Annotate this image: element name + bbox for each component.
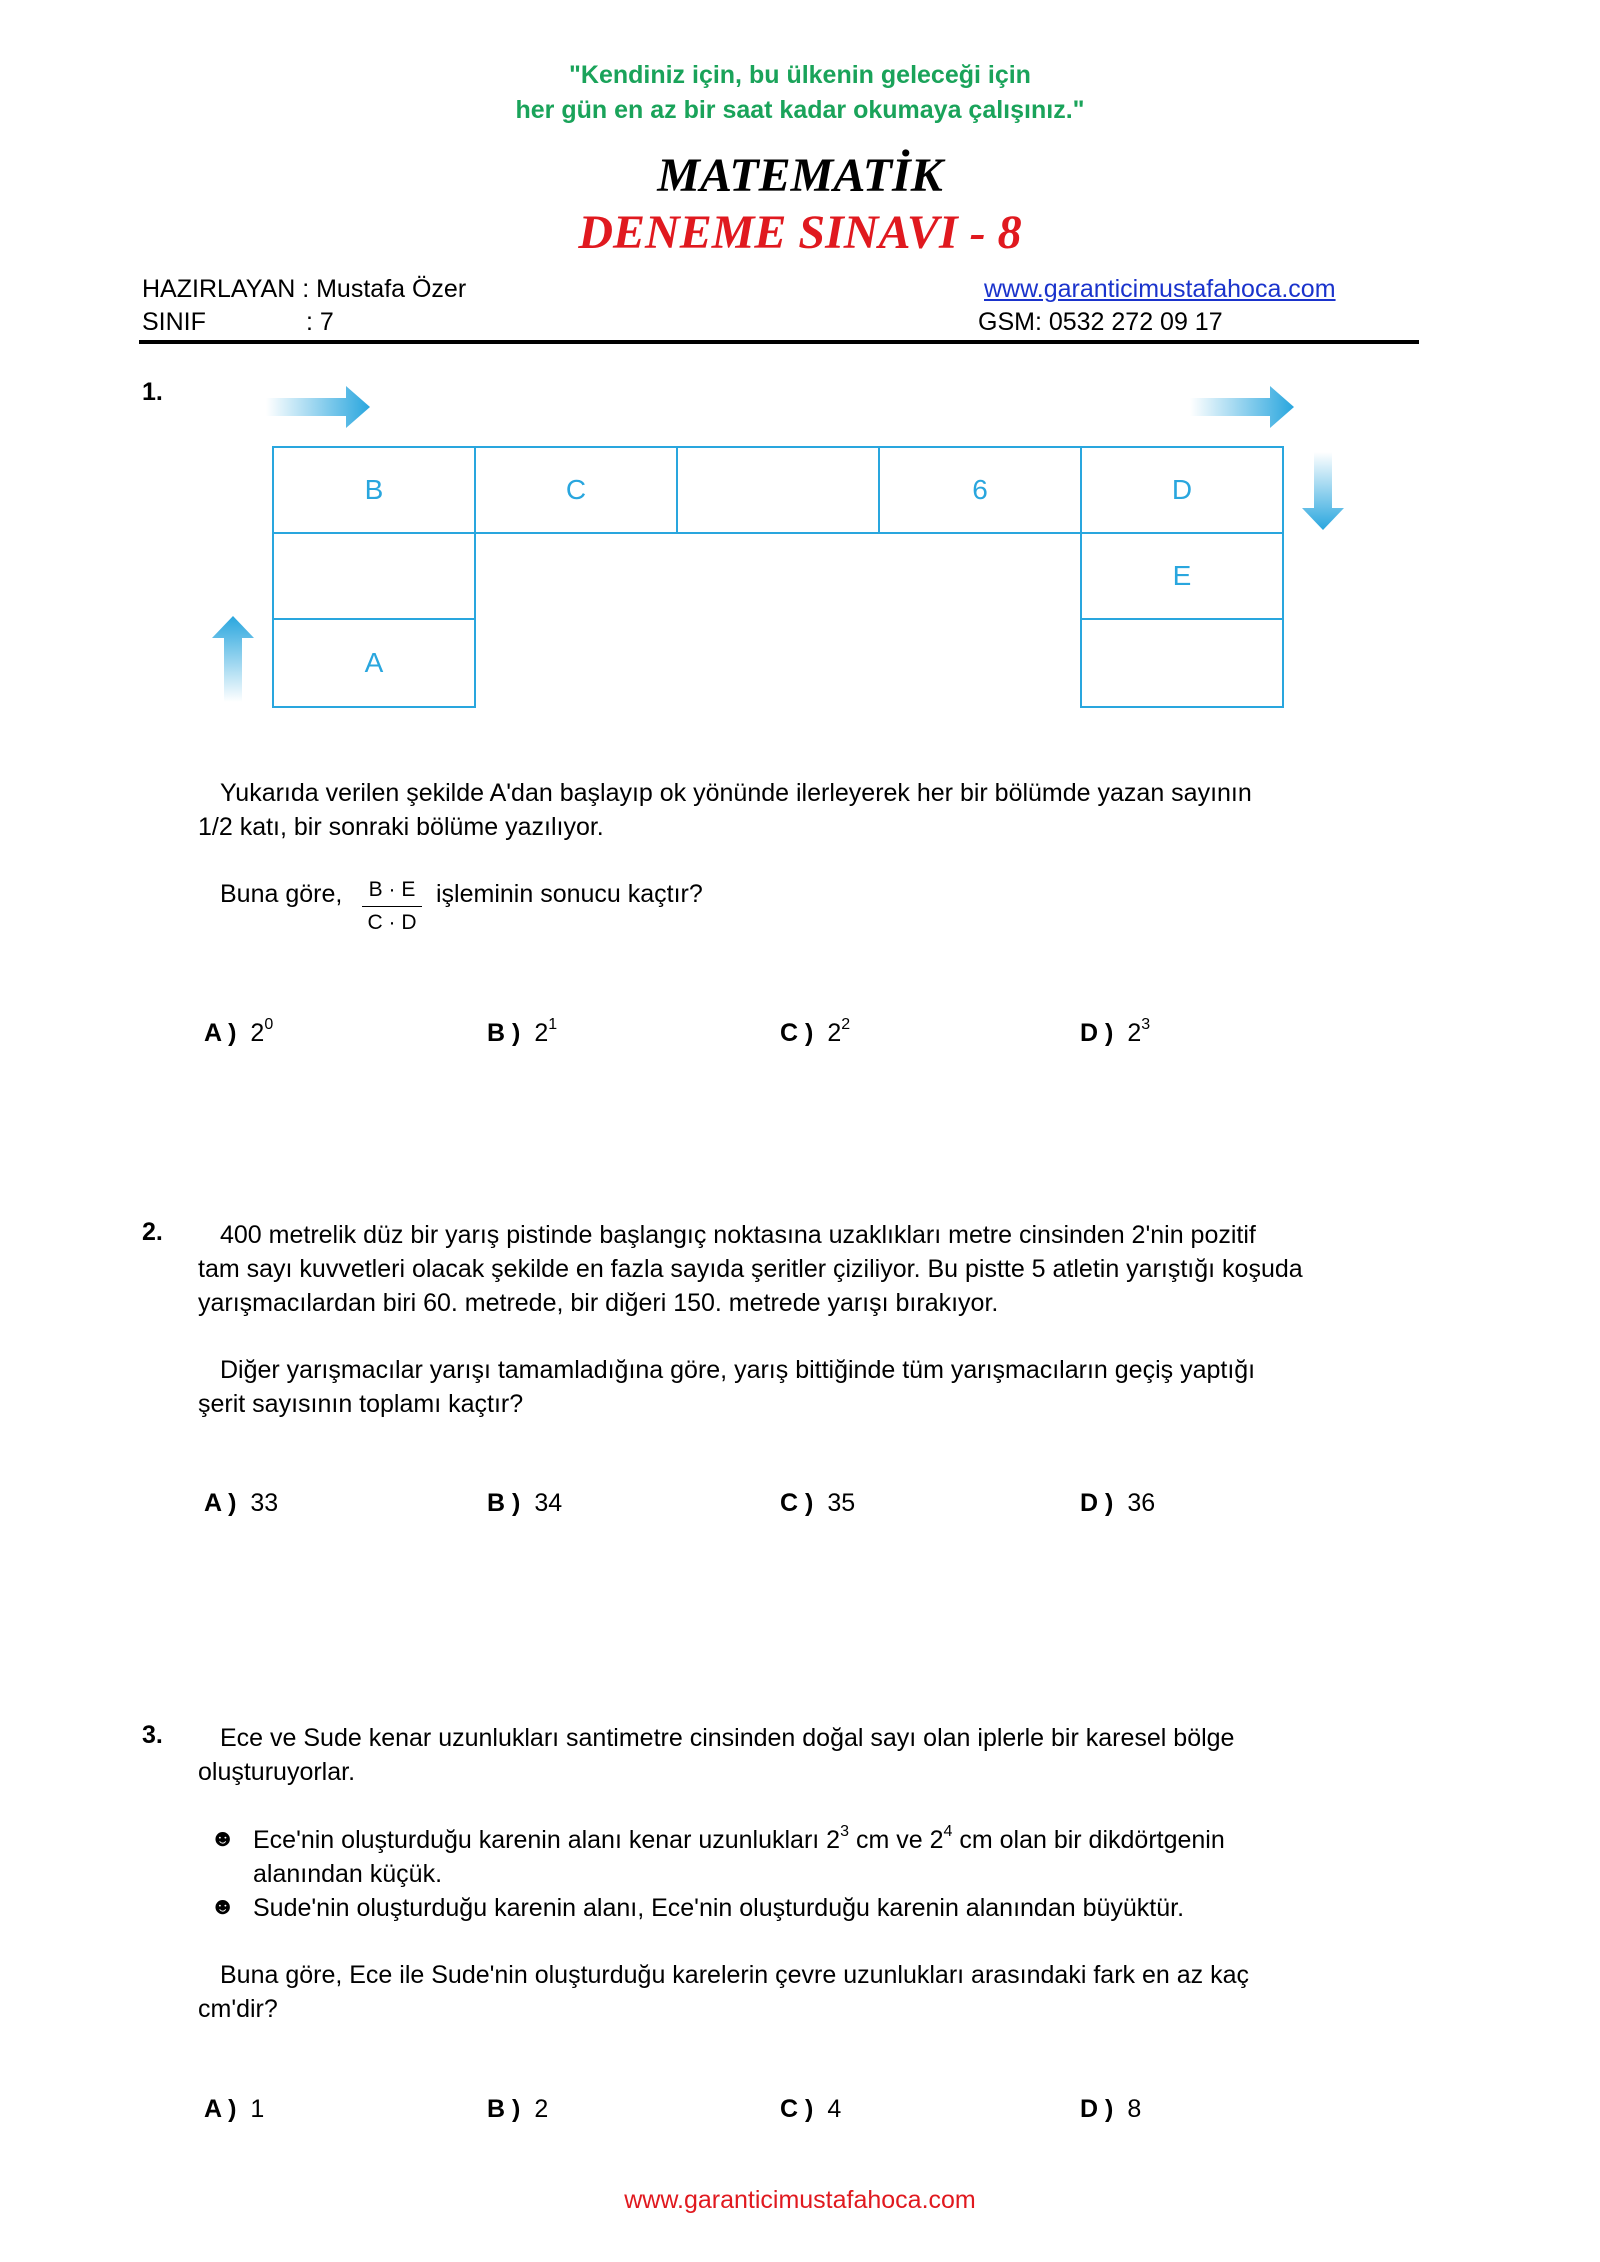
question-3-bullet-1: Ece'nin oluşturduğu karenin alanı kenar uzunlukları $2^3$ cm ve $2^4$ cm olan bir dikdörtgenin — [253, 1823, 1225, 1854]
q3-option-d[interactable]: D ) 8 — [1080, 2095, 1142, 2123]
q2-option-b[interactable]: B ) 34 — [487, 1489, 563, 1517]
diagram-cell-c: C — [474, 446, 678, 534]
prepared-by: HAZIRLAYAN : Mustafa Özer — [142, 275, 467, 303]
diagram-cell-a: A — [272, 618, 476, 708]
question-1-prompt-start: Buna göre, — [220, 880, 343, 908]
phone-number: GSM: 0532 272 09 17 — [978, 308, 1223, 336]
question-3-line-1: Ece ve Sude kenar uzunlukları santimetre cinsinden doğal sayı olan iplerle bir karesel bölge — [220, 1724, 1235, 1752]
question-1-prompt-end: işleminin sonucu kaçtır? — [436, 880, 703, 908]
question-1-text-line-1: Yukarıda verilen şekilde A'dan başlayıp ok yönünde ilerleyerek her bir bölümde yazan sayının — [220, 779, 1252, 807]
question-2-line-2: tam sayı kuvvetleri olacak şekilde en fazla sayıda şeritler çiziliyor. Bu pistte 5 atletin yarıştığı koşuda — [198, 1255, 1303, 1283]
exam-title: MATEMATİK — [657, 149, 943, 202]
question-3-bullet-2: Sude'nin oluşturduğu karenin alanı, Ece'nin oluşturduğu karenin alanından büyüktür. — [253, 1894, 1185, 1922]
arrow-right-icon — [266, 384, 372, 430]
q1-option-a[interactable]: A ) $2^0$ — [204, 1016, 274, 1047]
question-1-number: 1. — [142, 378, 163, 406]
diagram-cell-empty — [676, 446, 880, 534]
motto-line-2: her gün en az bir saat kadar okumaya çalışınız." — [515, 96, 1085, 124]
question-2-line-3: yarışmacılardan biri 60. metrede, bir diğeri 150. metrede yarışı bırakıyor. — [198, 1289, 999, 1317]
footer-website[interactable]: www.garanticimustafahoca.com — [624, 2186, 976, 2214]
q3-option-c[interactable]: C ) 4 — [780, 2095, 842, 2123]
fraction-numerator: B · E — [368, 878, 416, 901]
question-2-line-4: Diğer yarışmacılar yarışı tamamladığına göre, yarış bittiğinde tüm yarışmacıların geçiş yaptığı — [220, 1356, 1256, 1384]
question-3-line-4: cm'dir? — [198, 1995, 278, 2023]
question-2-line-5: şerit sayısının toplamı kaçtır? — [198, 1390, 524, 1418]
website-link[interactable]: www.garanticimustafahoca.com — [984, 275, 1336, 303]
question-2-number: 2. — [142, 1218, 163, 1246]
q1-option-b[interactable]: B ) $2^1$ — [487, 1016, 558, 1047]
arrow-down-icon — [1300, 452, 1346, 532]
diagram-cell-b: B — [272, 446, 476, 534]
diagram-cell-left-middle — [272, 532, 476, 620]
fraction-bar — [362, 906, 422, 907]
question-3-line-2: oluşturuyorlar. — [198, 1758, 356, 1786]
class-label: SINIF — [142, 308, 206, 336]
question-3-line-3: Buna göre, Ece ile Sude'nin oluşturduğu karelerin çevre uzunlukları arasındaki fark en az kaç — [220, 1961, 1249, 1989]
diagram-cell-right-bottom — [1080, 618, 1284, 708]
exam-subtitle: DENEME SINAVI - 8 — [578, 206, 1022, 259]
smiley-bullet-icon: ☻ — [210, 1893, 236, 1920]
class-value: : 7 — [306, 308, 334, 336]
question-3-bullet-1-line-2: alanından küçük. — [253, 1860, 443, 1888]
q1-option-d[interactable]: D ) $2^3$ — [1080, 1016, 1151, 1047]
diagram-cell-six: 6 — [878, 446, 1082, 534]
smiley-bullet-icon: ☻ — [210, 1825, 236, 1852]
q3-option-a[interactable]: A ) 1 — [204, 2095, 265, 2123]
fraction-denominator: C · D — [367, 911, 417, 934]
question-2-line-1: 400 metrelik düz bir yarış pistinde başlangıç noktasına uzaklıkları metre cinsinden 2'nin pozitif — [220, 1221, 1256, 1249]
diagram-cell-e: E — [1080, 532, 1284, 620]
arrow-right-icon — [1190, 384, 1296, 430]
q1-option-c[interactable]: C ) $2^2$ — [780, 1016, 851, 1047]
q2-option-a[interactable]: A ) 33 — [204, 1489, 279, 1517]
header-divider — [139, 340, 1419, 344]
arrow-up-icon — [210, 614, 256, 702]
q2-option-c[interactable]: C ) 35 — [780, 1489, 856, 1517]
q2-option-d[interactable]: D ) 36 — [1080, 1489, 1156, 1517]
q3-option-b[interactable]: B ) 2 — [487, 2095, 549, 2123]
question-3-number: 3. — [142, 1721, 163, 1749]
question-1-text-line-2: 1/2 katı, bir sonraki bölüme yazılıyor. — [198, 813, 604, 841]
diagram-cell-d: D — [1080, 446, 1284, 534]
motto-line-1: "Kendiniz için, bu ülkenin geleceği için — [569, 61, 1031, 89]
